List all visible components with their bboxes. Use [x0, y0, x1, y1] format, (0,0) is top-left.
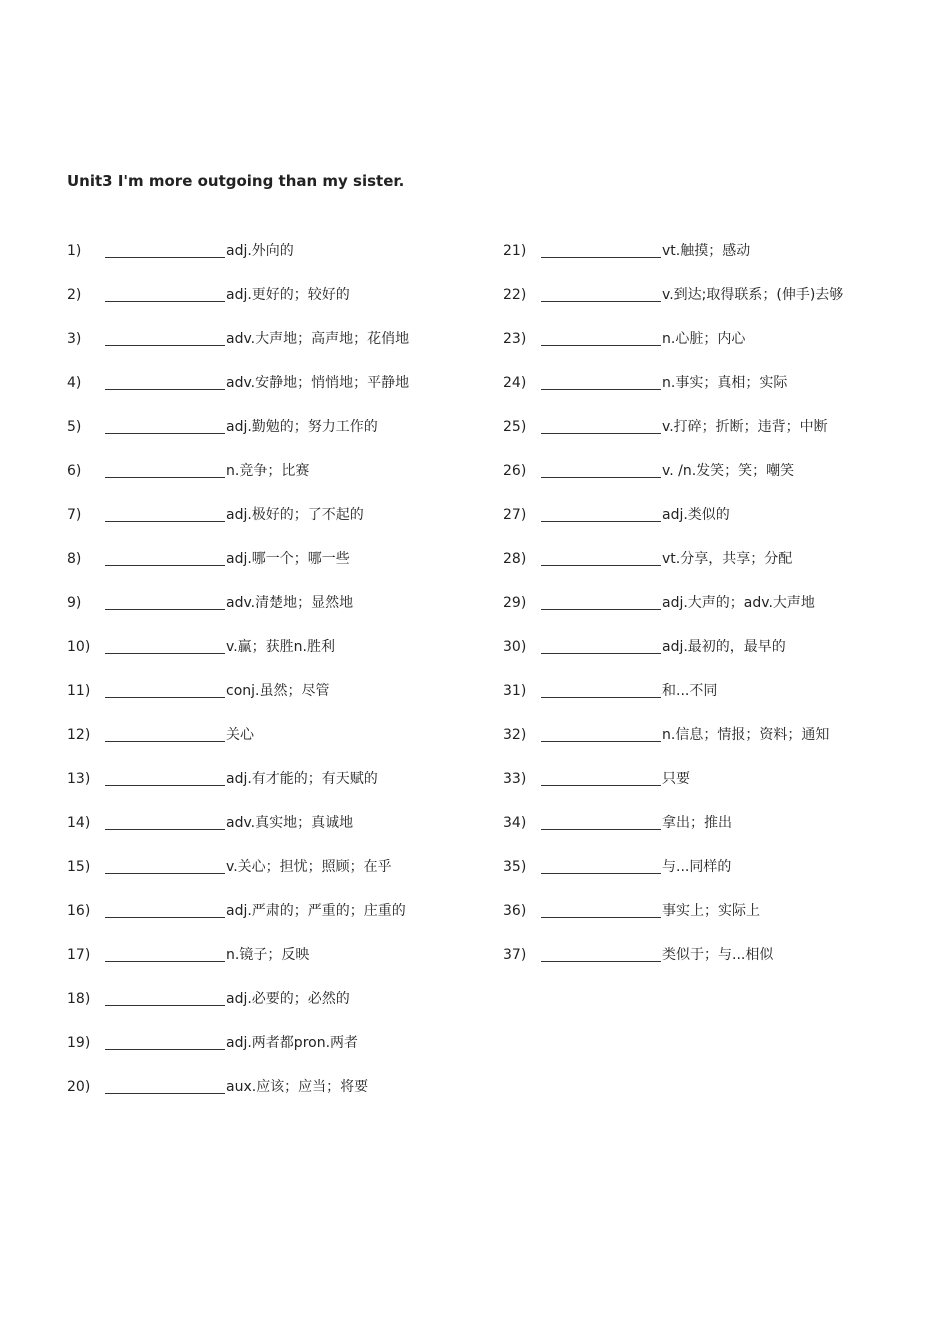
item-number: 23): [503, 331, 527, 347]
vocab-item: [503, 416, 843, 460]
vocab-item: [503, 240, 843, 284]
vocab-item: [67, 548, 409, 592]
item-number: 35): [503, 859, 527, 875]
answer-blank[interactable]: [541, 328, 661, 346]
item-number: 34): [503, 815, 527, 831]
answer-blank[interactable]: [541, 504, 661, 522]
answer-blank[interactable]: [105, 988, 225, 1006]
item-number: 18): [67, 991, 91, 1007]
item-number: 20): [67, 1079, 91, 1095]
item-number: 13): [67, 771, 91, 787]
vocab-item: [503, 372, 843, 416]
answer-blank[interactable]: [105, 768, 225, 786]
answer-blank[interactable]: [541, 636, 661, 654]
answer-blank[interactable]: [541, 768, 661, 786]
item-definition: n.信息；情报；资料；通知: [662, 727, 830, 743]
vocab-item: [503, 768, 843, 812]
vocab-item: [503, 328, 843, 372]
item-definition: adj.更好的；较好的: [226, 287, 350, 303]
item-definition: n.镜子；反映: [226, 947, 310, 963]
vocab-column-left: [67, 240, 409, 1120]
item-definition: conj.虽然；尽管: [226, 683, 330, 699]
item-number: 21): [503, 243, 527, 259]
item-definition: adj.有才能的；有天赋的: [226, 771, 378, 787]
answer-blank[interactable]: [105, 812, 225, 830]
vocab-item: [503, 504, 843, 548]
vocab-item: [67, 372, 409, 416]
item-number: 33): [503, 771, 527, 787]
item-definition: 只要: [662, 771, 690, 787]
answer-blank[interactable]: [541, 284, 661, 302]
answer-blank[interactable]: [105, 724, 225, 742]
item-number: 8): [67, 551, 82, 567]
item-definition: adj.严肃的；严重的；庄重的: [226, 903, 406, 919]
item-definition: adj.最初的，最早的: [662, 639, 786, 655]
item-number: 15): [67, 859, 91, 875]
answer-blank[interactable]: [105, 680, 225, 698]
item-definition: 关心: [226, 727, 254, 743]
answer-blank[interactable]: [541, 592, 661, 610]
item-number: 10): [67, 639, 91, 655]
vocab-item: [67, 1032, 409, 1076]
item-number: 22): [503, 287, 527, 303]
vocab-column-right: [503, 240, 843, 988]
item-number: 26): [503, 463, 527, 479]
item-definition: vt.分享，共享；分配: [662, 551, 793, 567]
item-definition: v.关心；担忧；照顾；在乎: [226, 859, 392, 875]
vocab-item: [67, 284, 409, 328]
item-number: 36): [503, 903, 527, 919]
item-number: 9): [67, 595, 82, 611]
item-definition: adj.勤勉的；努力工作的: [226, 419, 378, 435]
item-number: 29): [503, 595, 527, 611]
item-definition: 和...不同: [662, 683, 718, 699]
answer-blank[interactable]: [105, 372, 225, 390]
answer-blank[interactable]: [105, 944, 225, 962]
answer-blank[interactable]: [105, 240, 225, 258]
answer-blank[interactable]: [105, 900, 225, 918]
page-title: Unit3 I'm more outgoing than my sister.: [67, 172, 405, 190]
item-definition: adj.外向的: [226, 243, 294, 259]
item-number: 6): [67, 463, 82, 479]
answer-blank[interactable]: [105, 416, 225, 434]
item-number: 3): [67, 331, 82, 347]
vocab-item: [67, 1076, 409, 1120]
item-number: 2): [67, 287, 82, 303]
vocab-item: [503, 812, 843, 856]
vocab-item: [67, 680, 409, 724]
vocab-item: [503, 284, 843, 328]
item-definition: 与...同样的: [662, 859, 732, 875]
item-number: 19): [67, 1035, 91, 1051]
answer-blank[interactable]: [541, 460, 661, 478]
item-definition: n.心脏；内心: [662, 331, 746, 347]
item-number: 12): [67, 727, 91, 743]
item-number: 16): [67, 903, 91, 919]
answer-blank[interactable]: [541, 900, 661, 918]
vocab-item: [67, 328, 409, 372]
answer-blank[interactable]: [541, 416, 661, 434]
answer-blank[interactable]: [541, 240, 661, 258]
item-definition: v. /n.发笑；笑；嘲笑: [662, 463, 795, 479]
vocab-item: [503, 636, 843, 680]
vocab-item: [503, 548, 843, 592]
item-definition: 事实上；实际上: [662, 903, 760, 919]
answer-blank[interactable]: [541, 680, 661, 698]
item-definition: adj.两者都pron.两者: [226, 1035, 359, 1051]
vocab-item: [67, 416, 409, 460]
item-number: 5): [67, 419, 82, 435]
item-definition: adj.类似的: [662, 507, 730, 523]
vocab-item: [67, 240, 409, 284]
answer-blank[interactable]: [541, 548, 661, 566]
item-number: 1): [67, 243, 82, 259]
vocab-item: [67, 592, 409, 636]
vocab-item: [67, 856, 409, 900]
answer-blank[interactable]: [105, 460, 225, 478]
item-definition: n.事实；真相；实际: [662, 375, 788, 391]
item-definition: adv.大声地；高声地；花俏地: [226, 331, 410, 347]
item-number: 31): [503, 683, 527, 699]
answer-blank[interactable]: [105, 856, 225, 874]
vocab-item: [67, 636, 409, 680]
item-definition: v.打碎；折断；违背；中断: [662, 419, 828, 435]
vocab-item: [503, 680, 843, 724]
item-definition: adv.真实地；真诚地: [226, 815, 354, 831]
item-definition: 类似于；与...相似: [662, 947, 774, 963]
item-definition: adv.安静地；悄悄地；平静地: [226, 375, 410, 391]
item-definition: n.竞争；比赛: [226, 463, 310, 479]
answer-blank[interactable]: [541, 372, 661, 390]
answer-blank[interactable]: [105, 1076, 225, 1094]
item-definition: adj.必要的；必然的: [226, 991, 350, 1007]
vocab-item: [67, 724, 409, 768]
item-definition: 拿出；推出: [662, 815, 732, 831]
item-number: 24): [503, 375, 527, 391]
vocab-item: [67, 504, 409, 548]
vocab-item: [67, 988, 409, 1032]
answer-blank[interactable]: [105, 504, 225, 522]
answer-blank[interactable]: [105, 1032, 225, 1050]
vocab-item: [67, 900, 409, 944]
answer-blank[interactable]: [541, 724, 661, 742]
vocab-item: [67, 460, 409, 504]
answer-blank[interactable]: [541, 812, 661, 830]
answer-blank[interactable]: [105, 284, 225, 302]
item-number: 37): [503, 947, 527, 963]
vocab-item: [503, 856, 843, 900]
vocab-item: [67, 944, 409, 988]
vocab-item: [67, 768, 409, 812]
item-number: 32): [503, 727, 527, 743]
item-number: 17): [67, 947, 91, 963]
answer-blank[interactable]: [105, 328, 225, 346]
item-number: 4): [67, 375, 82, 391]
answer-blank[interactable]: [105, 636, 225, 654]
answer-blank[interactable]: [105, 548, 225, 566]
item-definition: adj.哪一个；哪一些: [226, 551, 350, 567]
item-number: 28): [503, 551, 527, 567]
vocab-item: [503, 944, 843, 988]
item-number: 14): [67, 815, 91, 831]
item-definition: v.赢；获胜n.胜利: [226, 639, 335, 655]
item-definition: adj.极好的；了不起的: [226, 507, 364, 523]
answer-blank[interactable]: [541, 856, 661, 874]
vocab-item: [503, 592, 843, 636]
answer-blank[interactable]: [541, 944, 661, 962]
vocab-item: [503, 724, 843, 768]
vocab-item: [503, 900, 843, 944]
vocab-item: [503, 460, 843, 504]
item-number: 27): [503, 507, 527, 523]
item-number: 25): [503, 419, 527, 435]
answer-blank[interactable]: [105, 592, 225, 610]
item-definition: adj.大声的；adv.大声地: [662, 595, 815, 611]
item-definition: v.到达;取得联系；(伸手)去够: [662, 287, 844, 303]
item-number: 7): [67, 507, 82, 523]
item-definition: aux.应该；应当；将要: [226, 1079, 369, 1095]
item-number: 11): [67, 683, 91, 699]
item-number: 30): [503, 639, 527, 655]
item-definition: adv.清楚地；显然地: [226, 595, 354, 611]
item-definition: vt.触摸；感动: [662, 243, 751, 259]
vocab-item: [67, 812, 409, 856]
